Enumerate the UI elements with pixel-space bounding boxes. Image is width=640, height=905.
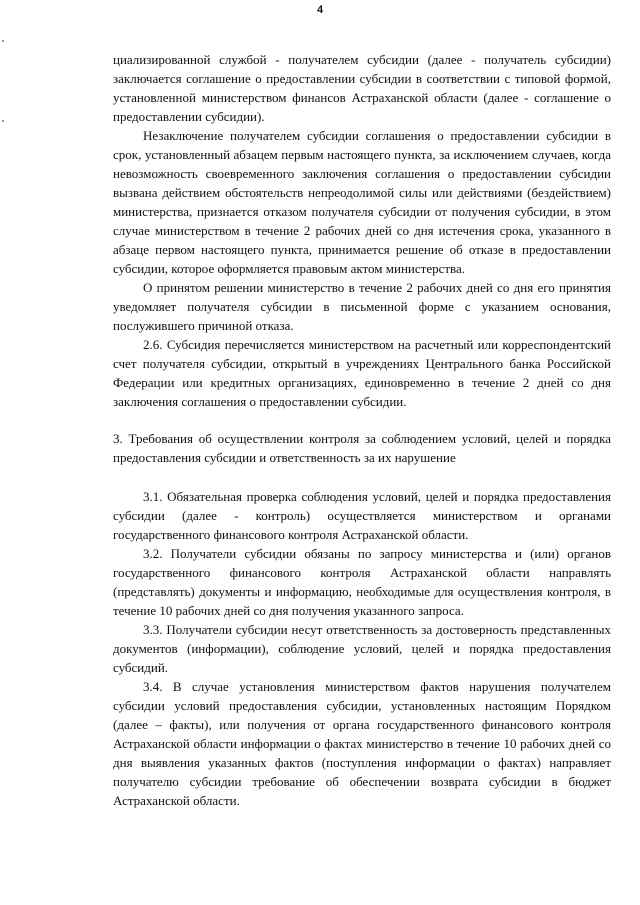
paragraph: О принятом решении министерство в течение 2 рабочих дней со дня его принятия уведомляет получателя субсидии в письменной форме с указанием основания, послужившего причиной отказа. [113,280,611,333]
section-heading: 3. Требования об осуществлении контроля за соблюдением условий, целей и порядка предоставления субсидии и ответственность за их нарушение [113,431,611,465]
paragraph: Незаключение получателем субсидии соглашения о предоставлении субсидии в срок, установленный абзацем первым настоящего пункта, за исключением случаев, когда невозможность своевременного заключения соглашения о предоставлении субсидии вызвана действием обстоятельств непреодолимой силы или действиями (бездействием) министерства, признается отказом получателя субсидии от получения субсидии, в этом случае министерством в течение 2 рабочих дней со дня истечения срока, указанного в абзаце первом настоящего пункта, принимается решение об отказе в предоставлении субсидии, которое оформляется правовым актом министерства. [113,128,611,276]
paragraph: 3.3. Получатели субсидии несут ответственность за достоверность представленных документов (информации), соблюдение условий, целей и порядка предоставления субсидий. [113,622,611,675]
paragraph: циализированной службой - получателем субсидии (далее - получатель субсидии) заключается соглашение о предоставлении субсидии в соответствии с типовой формой, установленной министерством финансов Астраханской области (далее - соглашение о предоставлении субсидии). [113,52,611,124]
margin-mark [2,120,4,122]
paragraph: 3.2. Получатели субсидии обязаны по запросу министерства и (или) органов государственного финансового контроля Астраханской области направлять (представлять) документы и информацию, необходимые для осуществления контроля, в течение 10 рабочих дней со дня получения указанного запроса. [113,546,611,618]
paragraph: 3.4. В случае установления министерством фактов нарушения получателем субсидии условий предоставления субсидии, установленных настоящим Порядком (далее – факты), или получения от органа государственного финансового контроля Астраханской области информации о фактах министерство в течение 10 рабочих дней со дня выявления указанных фактов (поступления информации о фактах) направляет получателю субсидии требование об обеспечении возврата субсидии в бюджет Астраханской области. [113,679,611,808]
paragraph: 2.6. Субсидия перечисляется министерством на расчетный или корреспондентский счет получателя субсидии, открытый в учреждениях Центрального банка Российской Федерации или кредитных организациях, единовременно в течение 2 дней со дня заключения соглашения о предоставлении субсидии. [113,337,611,409]
paragraph: 3.1. Обязательная проверка соблюдения условий, целей и порядка предоставления субсидии (далее - контроль) осуществляется министерством и органами государственного финансового контроля Астраханской области. [113,489,611,542]
page-number: 4 [316,4,324,16]
document-body [113,50,611,810]
margin-mark [2,40,4,42]
